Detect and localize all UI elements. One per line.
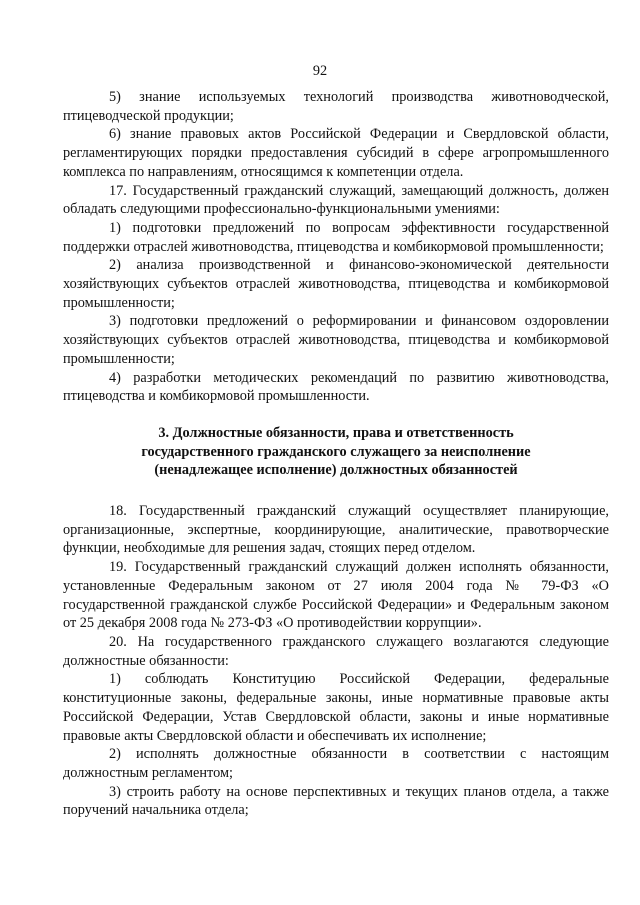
paragraph: 1) подготовки предложений по вопросам эффективности государственной поддержки отраслей животноводства, птицеводства и комбикормовой промышленности; <box>63 219 609 255</box>
paragraph: 2) исполнять должностные обязанности в соответствии с настоящим должностным регламентом; <box>63 746 609 781</box>
paragraph: 18. Государственный гражданский служащий осуществляет планирующие, организационные, экспертные, координирующие, аналитические, правотворческие функции, необходимые для решения задач, стоящих перед отделом. <box>63 503 609 557</box>
paragraph: 4) разработки методических рекомендаций по развитию животноводства, птицеводства и комбикормовой промышленности. <box>63 369 609 405</box>
section-heading-line: 3. Должностные обязанности, права и ответственность <box>158 424 514 441</box>
section-heading-line: (ненадлежащее исполнение) должностных обязанностей <box>154 462 518 479</box>
page-content <box>63 88 609 820</box>
paragraph: 17. Государственный гражданский служащий, замещающий должность, должен обладать следующими профессионально-функциональными умениями: <box>63 182 609 218</box>
paragraph: 2) анализа производственной и финансово-экономической деятельности хозяйствующих субъектов отраслей животноводства, птицеводства и комбикормовой промышленности; <box>63 257 609 311</box>
paragraph: 6) знание правовых актов Российской Федерации и Свердловской области, регламентирующих порядки предоставления субсидий в сфере агропромышленного комплекса по направлениям, относящимся к компетенции отдела. <box>63 126 609 180</box>
paragraph: 3) подготовки предложений о реформировании и финансовом оздоровлении хозяйствующих субъектов отраслей животноводства, птицеводства и комбикормовой промышленности; <box>63 313 609 367</box>
paragraph: 20. На государственного гражданского служащего возлагаются следующие должностные обязанности: <box>63 633 609 669</box>
paragraph: 19. Государственный гражданский служащий должен исполнять обязанности, установленные Федеральным законом от 27 июля 2004 года № 79-ФЗ «О государственной гражданской службе Российской Федерации» и Федеральным законом от 25 декабря 2008 года № 273-ФЗ «О противодействии коррупции». <box>63 559 609 632</box>
paragraph: 5) знание используемых технологий производства животноводческой, птицеводческой продукции; <box>63 89 609 124</box>
page-number: 92 <box>312 63 328 79</box>
section-heading-line: государственного гражданского служащего за неисполнение <box>141 443 531 460</box>
paragraph: 3) строить работу на основе перспективных и текущих планов отдела, а также поручений начальника отдела; <box>63 783 609 819</box>
section-heading <box>63 424 609 480</box>
paragraph: 1) соблюдать Конституцию Российской Федерации, федеральные конституционные законы, федеральные законы, иные нормативные правовые акты Российской Федерации, Устав Свердловской области, законы и иные нормативные правовые акты Свердловской области и обеспечивать их исполнение; <box>63 671 609 744</box>
